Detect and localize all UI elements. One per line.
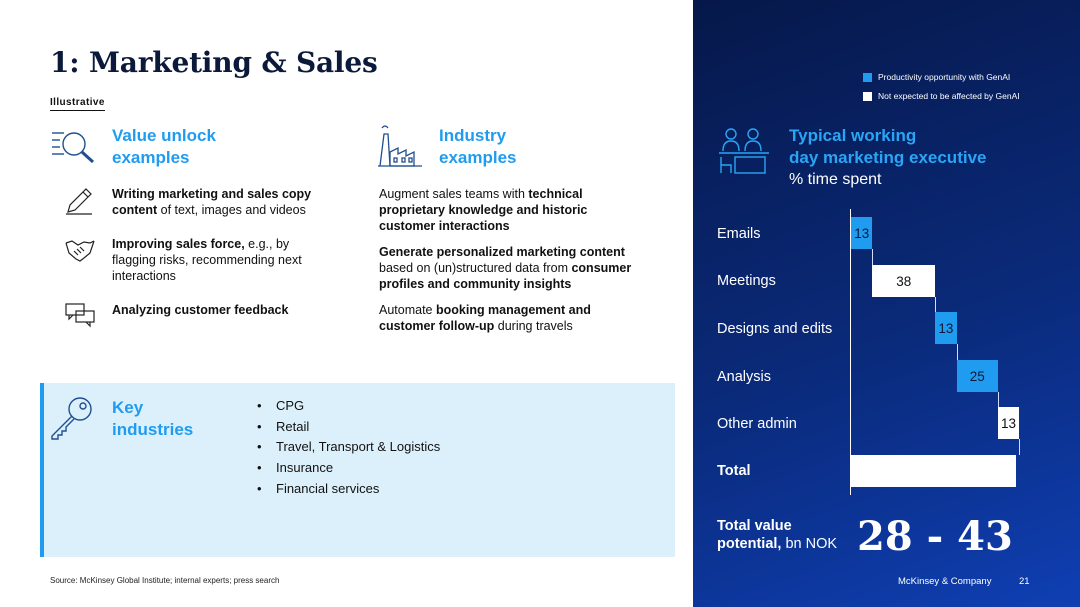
value-item-3: Analyzing customer feedback — [112, 303, 289, 317]
category-label-emails: Emails — [717, 226, 761, 242]
key-icon — [48, 395, 96, 441]
list-item: • Financial services — [255, 479, 440, 500]
value-item-1: Writing marketing and sales copy content of text, images and videos — [112, 187, 312, 217]
industry-item-2: Generate personalized marketing content based on (un)structured data from consumer profiles and community insights — [379, 245, 632, 291]
key-industries-heading: Key industries — [112, 398, 194, 439]
category-label-total: Total — [717, 463, 751, 479]
list-item: • Travel, Transport & Logistics — [255, 437, 440, 458]
source-note: Source: McKinsey Global Institute; internal experts; press search — [50, 576, 280, 585]
waterfall-connector — [998, 392, 999, 407]
industry-item-1: Augment sales teams with technical proprietary knowledge and historic customer interactions — [379, 187, 588, 233]
list-item: • Retail — [255, 417, 440, 438]
legend-swatch-not-affected — [863, 92, 872, 101]
people-at-desk-icon — [717, 127, 771, 175]
legend-label-not-affected: Not expected to be affected by GenAI — [878, 91, 1020, 101]
value-unlock-heading: Value unlock examples — [112, 126, 216, 167]
chart-axis-line — [850, 209, 851, 495]
total-value-label: Total value potential, bn NOK — [717, 518, 838, 552]
bar-designs-and-edits: 13 — [935, 312, 956, 344]
industry-item-3: Automate booking management and customer follow-up during travels — [379, 303, 591, 333]
bar-total — [851, 455, 1016, 487]
bar-analysis: 25 — [957, 360, 998, 392]
handshake-icon — [64, 237, 96, 263]
footer-brand: McKinsey & Company — [898, 576, 992, 587]
category-label-meetings: Meetings — [717, 273, 776, 289]
industry-heading: Industry examples — [439, 126, 517, 167]
bar-other-admin: 13 — [998, 407, 1019, 439]
legend-swatch-productivity — [863, 73, 872, 82]
bar-meetings: 38 — [872, 265, 935, 297]
slide-title: 1: Marketing & Sales — [50, 46, 378, 79]
category-label-other-admin: Other admin — [717, 416, 797, 432]
total-value-number: 28 - 43 — [857, 513, 1013, 560]
magnifier-icon — [50, 127, 96, 165]
waterfall-connector — [935, 297, 936, 312]
key-industries-accent-bar — [40, 383, 44, 557]
illustrative-tag: Illustrative — [50, 97, 105, 111]
bar-emails: 13 — [851, 217, 872, 249]
waterfall-connector — [957, 344, 958, 360]
typical-day-heading: Typical working day marketing executive % time spent — [789, 125, 1039, 191]
category-label-analysis: Analysis — [717, 369, 771, 385]
key-industries-list — [255, 396, 440, 500]
page-number: 21 — [1019, 576, 1030, 587]
factory-icon — [378, 124, 424, 168]
category-label-designs: Designs and edits — [717, 321, 833, 337]
pencil-icon — [64, 186, 94, 216]
waterfall-connector — [1019, 439, 1020, 455]
value-item-2: Improving sales force, e.g., by flagging risks, recommending next interactions — [112, 237, 302, 283]
waterfall-connector — [872, 249, 873, 265]
list-item: • CPG — [255, 396, 440, 417]
typical-day-subtitle: % time spent — [789, 171, 882, 188]
list-item: • Insurance — [255, 458, 440, 479]
legend-label-productivity: Productivity opportunity with GenAI — [878, 72, 1011, 82]
chat-bubbles-icon — [64, 302, 96, 328]
